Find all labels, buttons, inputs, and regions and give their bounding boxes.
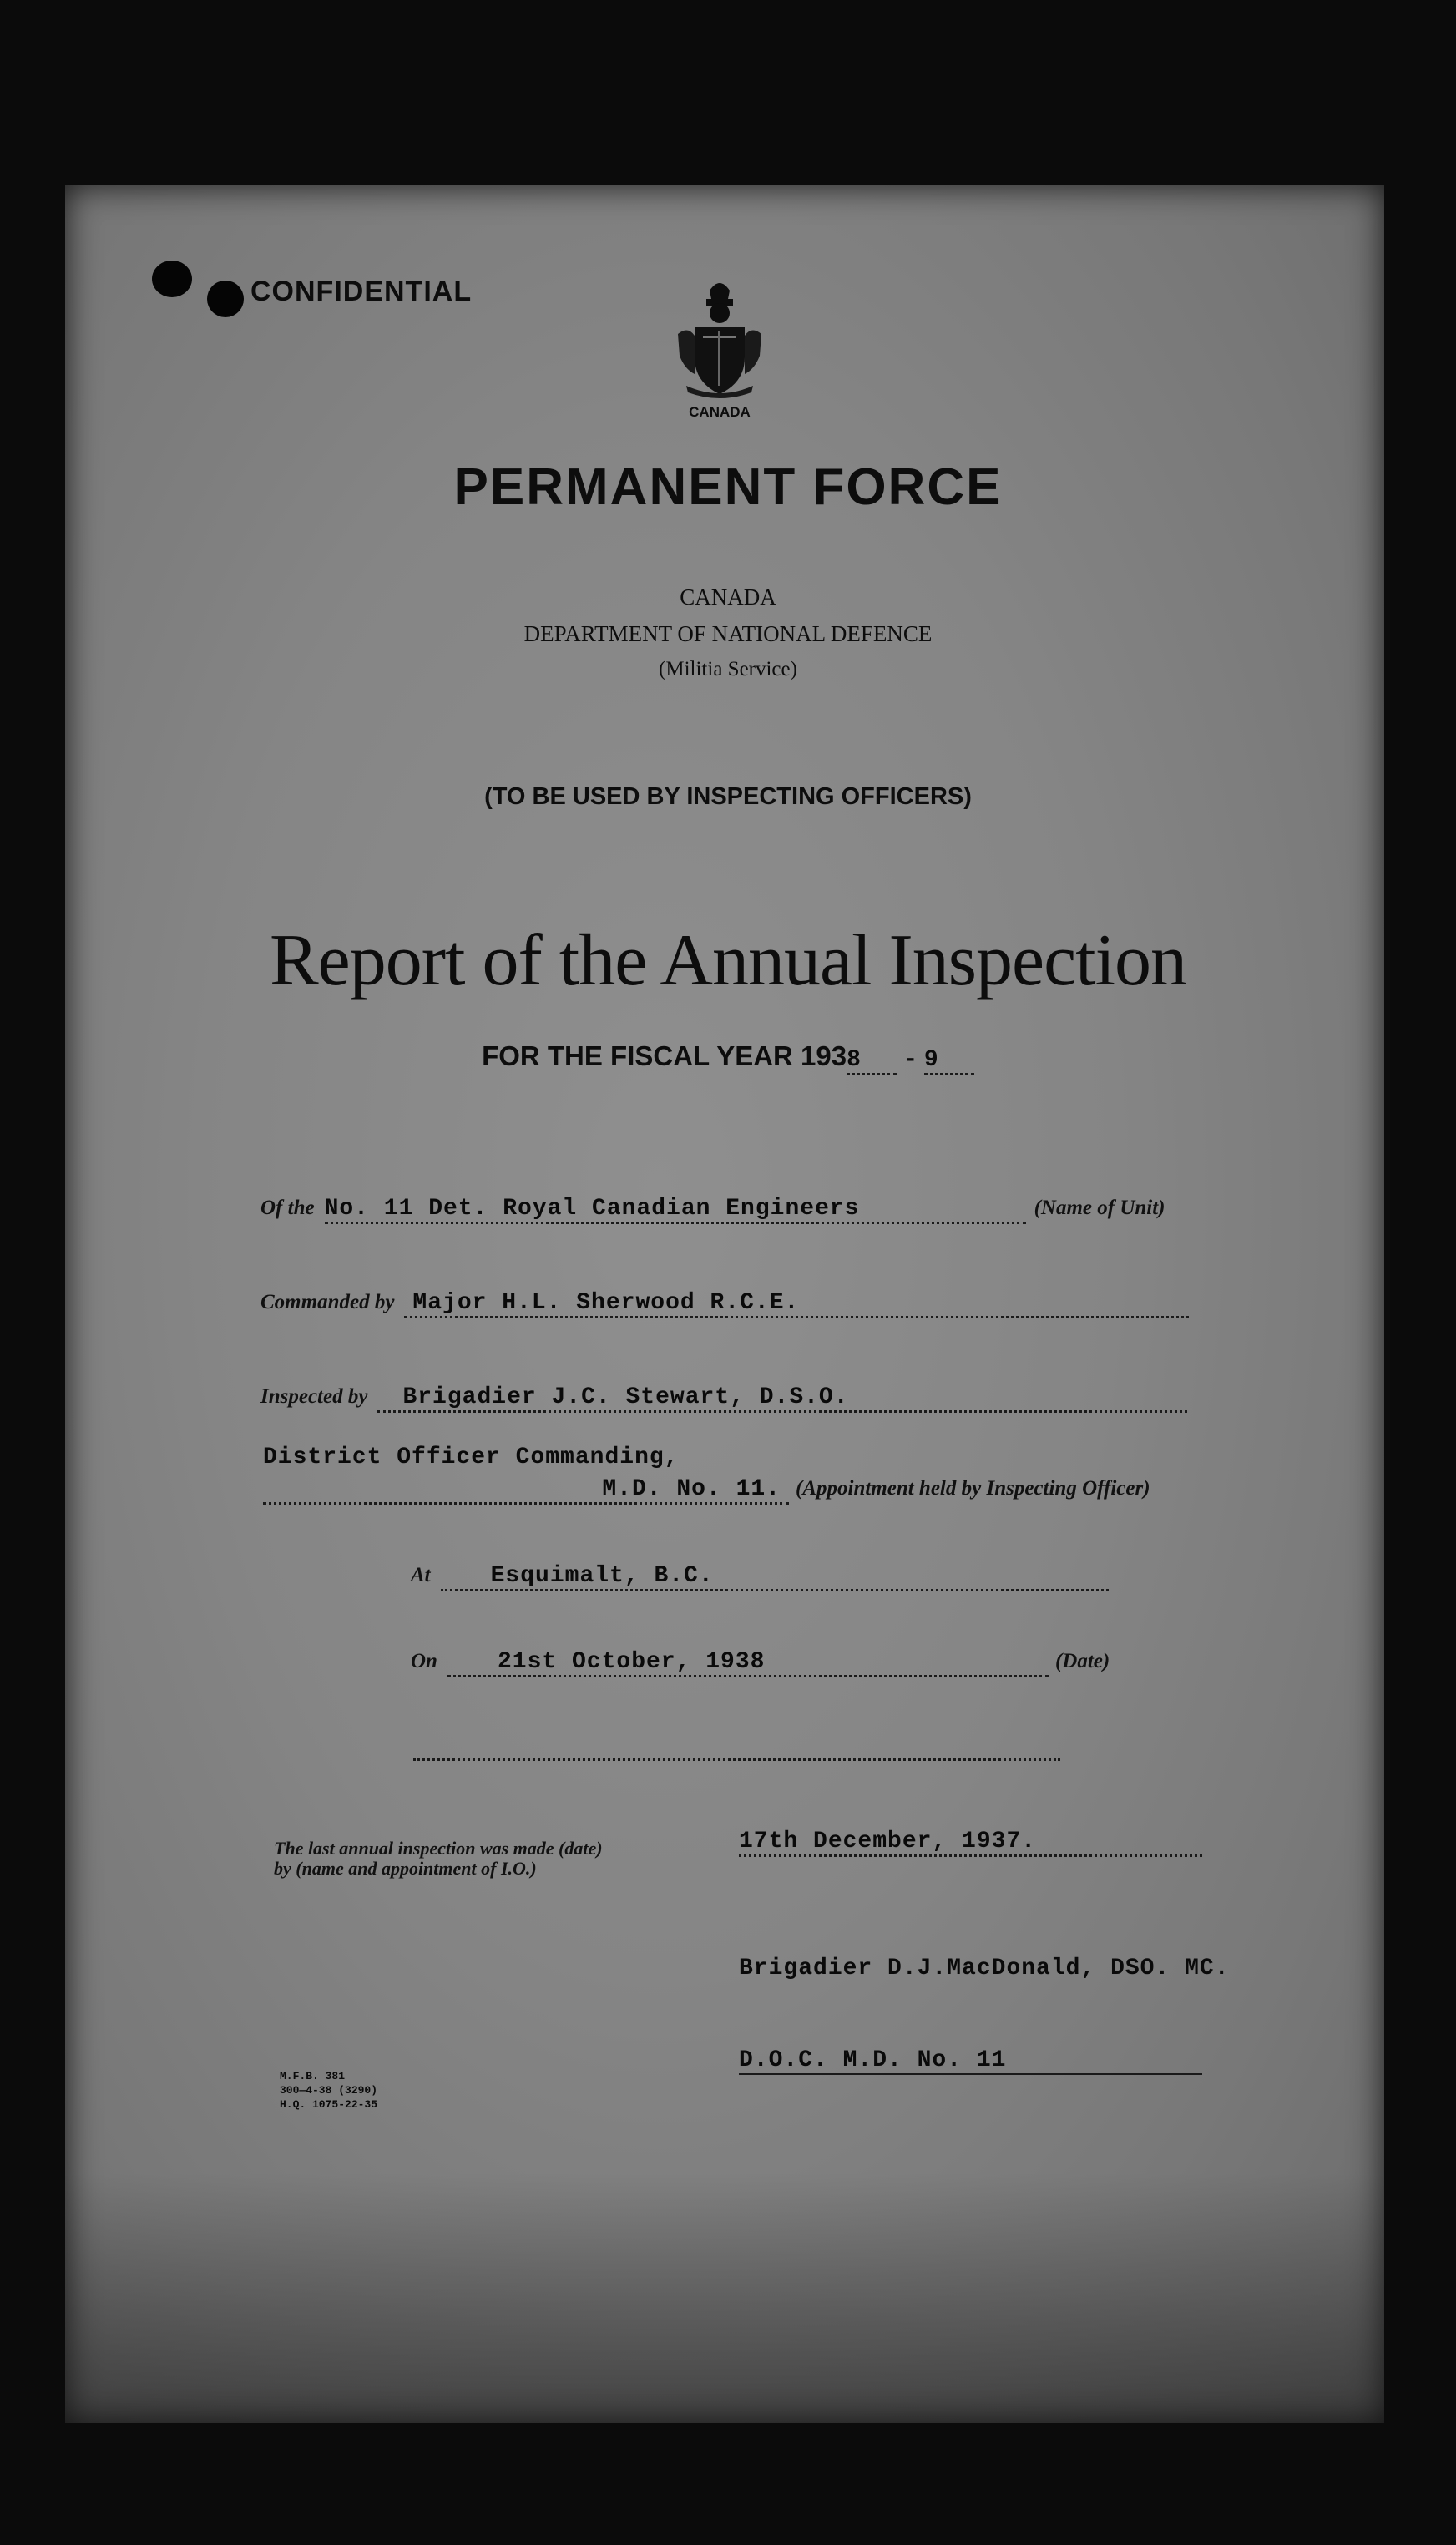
binder-hole — [152, 261, 192, 297]
appointment-hint: (Appointment held by Inspecting Officer) — [796, 1477, 1150, 1500]
form-reference-line2: 300—4-38 (3290) — [280, 2084, 378, 2097]
country-line: CANADA — [680, 584, 776, 610]
last-inspection-appointment: D.O.C. M.D. No. 11 — [739, 2047, 1202, 2075]
form-reference-line1: M.F.B. 381 — [280, 2070, 346, 2082]
fiscal-year-prefix: FOR THE FISCAL YEAR 193 — [482, 1040, 847, 1071]
inspected-field — [260, 1384, 1187, 1413]
location-value: Esquimalt, B.C. — [441, 1563, 1109, 1591]
fiscal-year-end: 9 — [924, 1047, 974, 1075]
service-line: (Militia Service) — [659, 658, 797, 681]
department-line: DEPARTMENT OF NATIONAL DEFENCE — [523, 621, 933, 646]
inspected-value: Brigadier J.C. Stewart, D.S.O. — [377, 1384, 1187, 1413]
location-field — [411, 1563, 1109, 1591]
last-inspection-label-line1: The last annual inspection was made (date) — [274, 1838, 603, 1859]
binder-hole — [207, 281, 244, 317]
last-inspection-date: 17th December, 1937. — [739, 1829, 1202, 1857]
royal-crest-icon — [670, 276, 770, 401]
fiscal-year-fill: 8 — [847, 1047, 897, 1075]
document-title: PERMANENT FORCE — [453, 458, 1003, 516]
date-hint: (Date) — [1054, 1650, 1110, 1672]
date-field — [411, 1649, 1110, 1677]
classification-stamp: CONFIDENTIAL — [250, 276, 473, 307]
unit-value: No. 11 Det. Royal Canadian Engineers — [325, 1196, 1026, 1224]
blank-line — [413, 1757, 1060, 1761]
date-value-text: 21st October, 1938 — [497, 1649, 766, 1675]
commanded-label: Commanded by — [260, 1291, 395, 1313]
commanded-value: Major H.L. Sherwood R.C.E. — [404, 1290, 1189, 1318]
report-title: Report of the Annual Inspection — [269, 920, 1187, 1001]
usage-note: (TO BE USED BY INSPECTING OFFICERS) — [484, 783, 972, 810]
commanded-field — [260, 1290, 1189, 1318]
fiscal-year-separator: - — [903, 1047, 918, 1073]
unit-hint: (Name of Unit) — [1034, 1197, 1165, 1219]
date-label: On — [411, 1650, 437, 1672]
inspected-label: Inspected by — [260, 1385, 368, 1408]
crest-caption: CANADA — [689, 404, 751, 420]
last-inspection-label — [274, 1839, 603, 1879]
unit-field — [260, 1196, 1165, 1224]
appointment-field — [263, 1476, 1150, 1505]
fiscal-year-line — [0, 1040, 1456, 1075]
last-inspection-label-line2: by (name and appointment of I.O.) — [274, 1858, 537, 1879]
unit-label: Of the — [260, 1197, 315, 1219]
last-inspection-officer: Brigadier D.J.MacDonald, DSO. MC. — [739, 1956, 1230, 1981]
location-label: At — [411, 1564, 431, 1586]
form-reference — [280, 2069, 377, 2112]
form-reference-line3: H.Q. 1075-22-35 — [280, 2098, 378, 2111]
date-value — [447, 1649, 1049, 1677]
appointment-line-2: M.D. No. 11. — [263, 1476, 789, 1505]
appointment-line-1: District Officer Commanding, — [263, 1445, 680, 1470]
